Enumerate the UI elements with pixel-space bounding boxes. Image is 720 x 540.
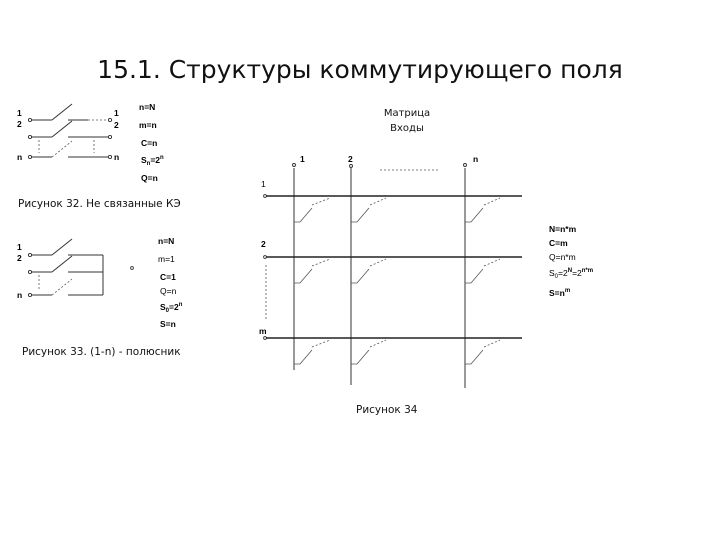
matrix-column-label-1: 1 [300,154,305,164]
fig32-formula-3: C=n [141,138,158,148]
matrix-column-label-n: n [473,154,479,164]
matrix-crosspoint [312,198,330,205]
matrix-column-node-n [464,164,467,167]
fig33-left-label-1: 1 [17,242,22,252]
matrix-crosspoint [465,208,483,222]
fig32-output-node-2 [108,135,111,138]
fig32-switch [52,104,72,120]
fig33-output-node [131,267,134,270]
fig32-right-label-2: 2 [114,120,119,130]
fig33-switch [52,239,72,255]
fig33-switch [52,256,72,272]
fig33-formula-2: m=1 [158,254,175,264]
fig32-formula-1: n=N [139,102,156,112]
matrix-crosspoint [294,269,312,283]
matrix-column-label-2: 2 [348,154,353,164]
fig33-formula-3: C=1 [160,272,176,282]
figure34-caption: Рисунок 34 [356,404,418,416]
fig32-output-node-n [108,155,111,158]
matrix-crosspoint [370,340,386,347]
matrix-inputs-label: Входы [390,123,424,134]
figure33-caption: Рисунок 33. (1-n) - полюсник [22,346,181,358]
matrix-formula-5: $S=n^m$ [549,288,571,298]
fig32-right-label-1: 1 [114,108,119,118]
fig32-switch [52,141,72,157]
fig32-left-label-1: 1 [17,108,22,118]
fig33-formula-5: $S0=2^n$ [160,302,183,314]
figure34-diagram [259,154,593,388]
fig33-formula-4: Q=n [160,286,177,296]
matrix-formula-2: C=m [549,238,568,248]
matrix-crosspoint [484,340,500,347]
matrix-crosspoint [370,198,386,205]
matrix-crosspoint [465,269,483,283]
fig32-formula-4: $Sn=2^n$ [141,155,164,167]
matrix-row-node-m [264,337,267,340]
matrix-crosspoint [484,198,500,205]
matrix-row-node-1 [264,195,267,198]
matrix-column-node-1 [293,164,296,167]
fig33-left-label-2: 2 [17,253,22,263]
matrix-formula-3: Q=n*m [549,252,576,262]
matrix-row-label-2: 2 [261,239,266,249]
matrix-crosspoint [312,340,330,347]
fig32-formula-5: Q=n [141,173,158,183]
matrix-formula-1: N=n*m [549,224,577,234]
matrix-crosspoint [294,350,312,364]
matrix-title: Матрица [383,108,431,119]
matrix-crosspoint [294,208,312,222]
matrix-crosspoint [351,208,369,222]
matrix-row-node-2 [264,256,267,259]
matrix-crosspoint [312,259,330,266]
matrix-crosspoint [351,269,369,283]
matrix-crosspoint [351,350,369,364]
matrix-row-label-1: 1 [261,179,266,189]
figure32-caption: Рисунок 32. Не связанные КЭ [18,198,181,210]
figure33-diagram [17,236,183,329]
fig33-switch [52,279,72,295]
matrix-row-label-m: m [259,326,267,336]
matrix-crosspoint [484,259,500,266]
matrix-column-node-2 [350,165,353,168]
figure32-diagram [17,102,164,183]
fig33-formula-1: n=N [158,236,175,246]
fig33-left-label-n: n [17,290,23,300]
matrix-crosspoint [465,350,483,364]
fig32-switch [52,121,72,137]
matrix-formula-4: $S0=2^N_{=2}^{n*m}$ [549,268,594,280]
fig32-formula-2: m=n [139,120,157,130]
fig33-formula-6: S=n [160,319,176,329]
fig32-left-label-n: n [17,152,23,162]
fig32-output-node-1 [108,118,111,121]
matrix-crosspoint [370,259,386,266]
fig32-left-label-2: 2 [17,119,22,129]
fig32-right-label-n: n [114,152,120,162]
page-title: 15.1. Структуры коммутирующего поля [97,55,623,84]
